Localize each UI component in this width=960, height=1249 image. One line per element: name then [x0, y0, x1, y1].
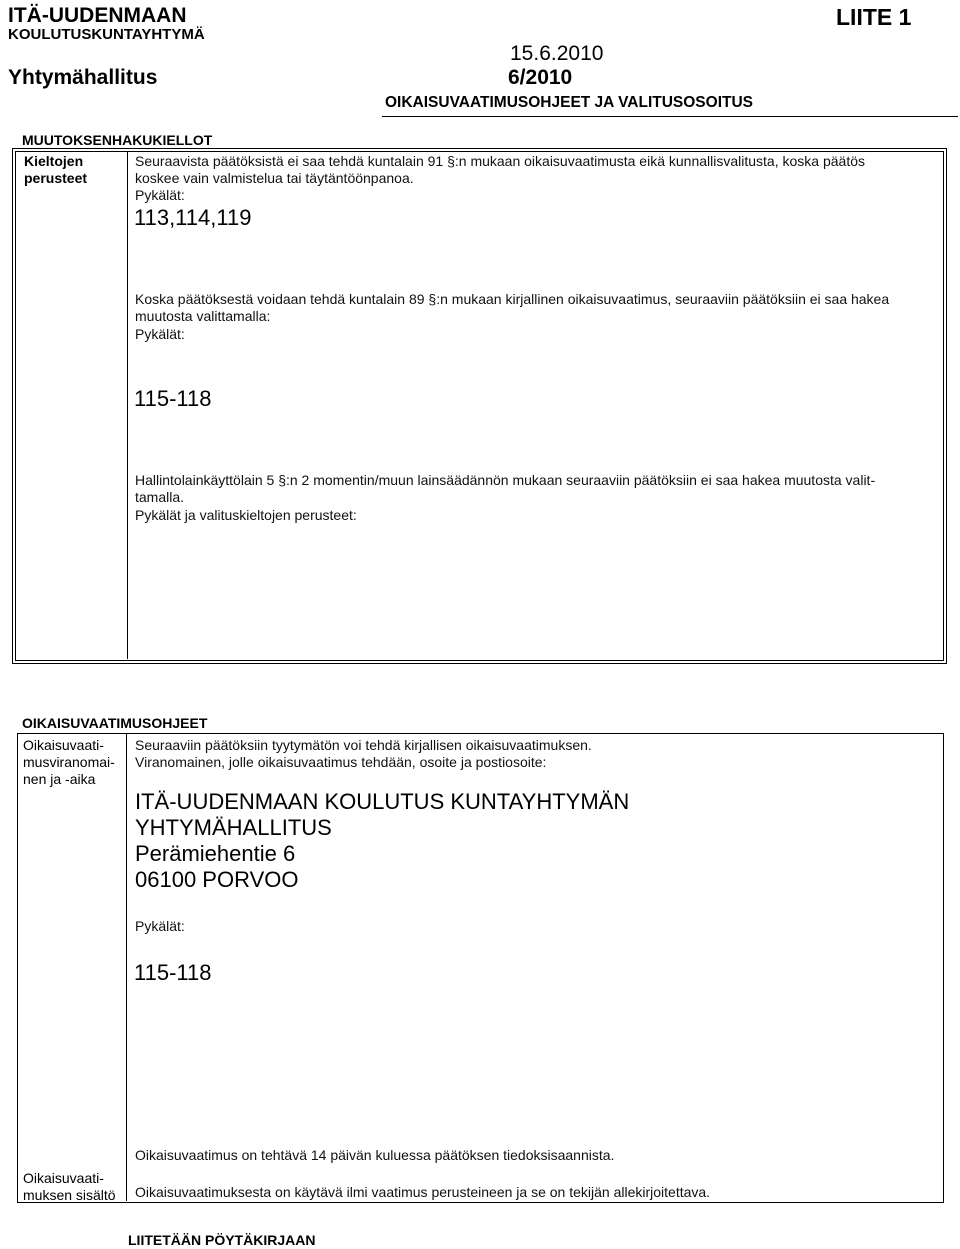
title-underline	[382, 116, 958, 117]
instructions-heading: OIKAISUVAATIMUSOHJEET	[22, 715, 208, 731]
address-line4: 06100 PORVOO	[135, 867, 299, 892]
board-name: Yhtymähallitus	[8, 66, 158, 89]
restrictions-label-line1: Kieltojen	[24, 153, 84, 169]
block1-sections: 113,114,119	[134, 205, 252, 230]
content-label-line2: muksen sisältö	[23, 1187, 116, 1203]
address-line1: ITÄ-UUDENMAAN KOULUTUS KUNTAYHTYMÄN	[135, 789, 630, 814]
address-line2: YHTYMÄHALLITUS	[135, 815, 332, 840]
instructions-sections-label: Pykälät:	[135, 918, 185, 934]
footer-note: LIITETÄÄN PÖYTÄKIRJAAN	[128, 1232, 316, 1248]
block1-sections-label: Pykälät:	[135, 187, 185, 203]
restrictions-heading: MUUTOKSENHAKUKIELLOT	[22, 132, 213, 148]
block1-text-line1: Seuraavista päätöksistä ei saa tehdä kuntalain 91 §:n mukaan oikaisuvaatimusta eikä kunnallisvalitusta, koska päätös	[135, 153, 865, 169]
document-title: OIKAISUVAATIMUSOHJEET JA VALITUSOSOITUS	[385, 94, 754, 111]
block1-text-line2: koskee vain valmistelua tai täytäntöönpanoa.	[135, 170, 414, 186]
restrictions-column-divider	[127, 152, 128, 659]
block2-sections: 115-118	[134, 386, 212, 411]
instructions-text-line2: Viranomainen, jolle oikaisuvaatimus tehdään, osoite ja postiosoite:	[135, 754, 547, 770]
organization-name: ITÄ-UUDENMAAN	[8, 4, 187, 27]
block2-sections-label: Pykälät:	[135, 326, 185, 342]
organization-subname: KOULUTUSKUNTAYHTYMÄ	[8, 26, 205, 43]
content-label-line1: Oikaisuvaati-	[23, 1170, 104, 1186]
block3-text-line1: Hallintolainkäyttölain 5 §:n 2 momentin/muun lainsäädännön mukaan seuraaviin päätöksiin ei saa hakea muutosta valit-	[135, 472, 876, 488]
block2-text-line1: Koska päätöksestä voidaan tehdä kuntalain 89 §:n mukaan kirjallinen oikaisuvaatimus, seuraaviin päätöksiin ei saa hakea	[135, 291, 890, 307]
instructions-sections: 115-118	[134, 960, 212, 985]
authority-label-line2: musviranomai-	[23, 754, 115, 770]
document-date: 15.6.2010	[510, 42, 604, 65]
authority-label-line3: nen ja -aika	[23, 771, 96, 787]
address-line3: Perämiehentie 6	[135, 841, 296, 866]
authority-label-line1: Oikaisuvaati-	[23, 737, 104, 753]
instructions-column-divider	[126, 734, 127, 1201]
attachment-label: LIITE 1	[836, 4, 912, 30]
meeting-number: 6/2010	[508, 66, 573, 89]
block2-text-line2: muutosta valittamalla:	[135, 308, 271, 324]
restrictions-label-line2: perusteet	[24, 170, 88, 186]
block3-text-line2: tamalla.	[135, 489, 185, 505]
instructions-text-line1: Seuraaviin päätöksiin tyytymätön voi tehdä kirjallisen oikaisuvaatimuksen.	[135, 737, 592, 753]
content-note-text: Oikaisuvaatimuksesta on käytävä ilmi vaatimus perusteineen ja se on tekijän allekirjoitettava.	[135, 1184, 711, 1200]
deadline-text: Oikaisuvaatimus on tehtävä 14 päivän kuluessa päätöksen tiedoksisaannista.	[135, 1147, 615, 1163]
block3-sections-label: Pykälät ja valituskieltojen perusteet:	[135, 507, 357, 523]
